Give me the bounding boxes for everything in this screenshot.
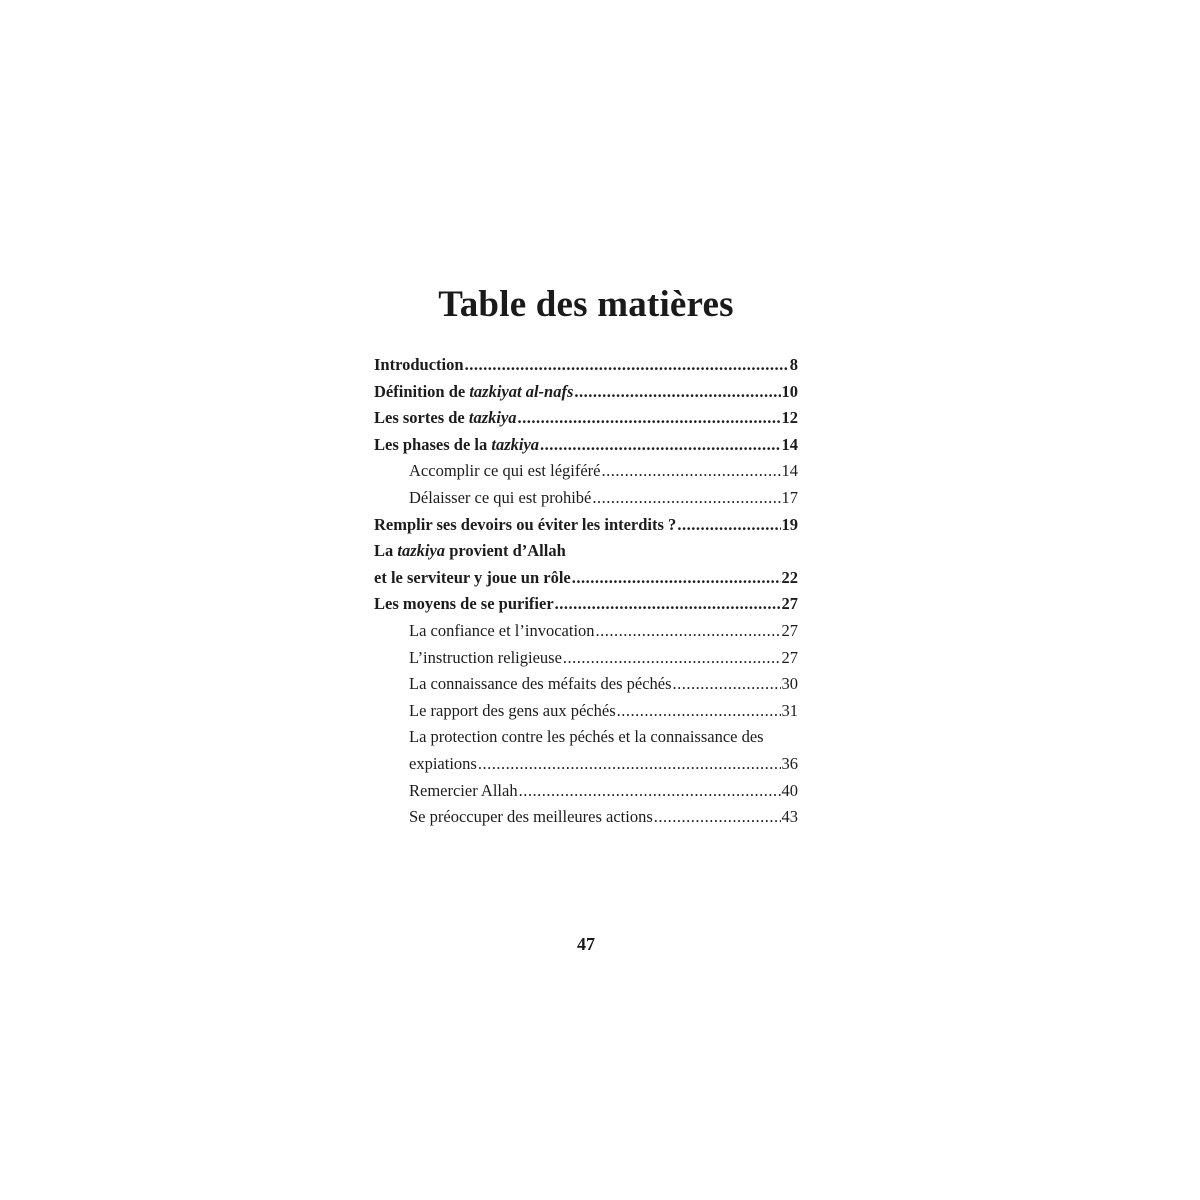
toc-entry-label: et le serviteur y joue un rôle: [374, 567, 571, 587]
toc-entry-page: 12: [781, 408, 798, 428]
dot-leader: [592, 485, 780, 512]
dot-leader: [574, 379, 780, 406]
dot-leader: [617, 698, 781, 725]
toc-subentry-remercier: [374, 778, 798, 805]
dot-leader: [654, 804, 781, 831]
dot-leader: [596, 618, 781, 645]
toc-entry-label: La connaissance des méfaits des péchés: [409, 674, 672, 694]
toc-entry-label: Le rapport des gens aux péchés: [409, 700, 616, 720]
toc-entry-label: Introduction: [374, 355, 464, 374]
dot-leader: [572, 565, 781, 592]
toc-entry-page: 14: [781, 434, 798, 454]
toc-entry-definition: [374, 379, 798, 406]
toc-entry-label: Délaisser ce qui est prohibé: [409, 487, 592, 507]
toc-subentry-protection: [374, 751, 798, 778]
toc-entry-label: expiations: [409, 753, 477, 773]
dot-leader: [563, 645, 781, 672]
toc-entry-page: 19: [781, 514, 798, 534]
dot-leader: [602, 458, 781, 485]
toc-subentry-accomplir: [374, 458, 798, 485]
toc-entry-label: Accomplir ce qui est légiféré: [409, 461, 601, 481]
toc-entry-label: Les moyens de se purifier: [374, 594, 554, 614]
table-of-contents: [374, 352, 798, 831]
toc-subentry-delaisser: [374, 485, 798, 512]
toc-entry-page: 10: [781, 381, 798, 401]
toc-subentry-rapport: [374, 698, 798, 725]
toc-subentry-connaissance: [374, 671, 798, 698]
dot-leader: [519, 778, 781, 805]
toc-entry-page: 30: [781, 674, 798, 694]
toc-entry-page: 22: [781, 567, 798, 587]
toc-entry-page: 40: [781, 780, 798, 800]
toc-entry-tazkiya-line1: La tazkiya provient d’Allah: [374, 541, 566, 561]
toc-entry-page: 27: [781, 647, 798, 667]
toc-subentry-preoccuper: [374, 804, 798, 831]
toc-entry-page: 27: [781, 620, 798, 640]
toc-entry-introduction: [374, 352, 798, 379]
toc-entry-label: Les phases de la tazkiya: [374, 434, 540, 454]
toc-entry-label: Les sortes de tazkiya: [374, 408, 517, 428]
toc-entry-page: 31: [781, 700, 798, 720]
dot-leader: [555, 591, 781, 618]
toc-subentry-confiance: [374, 618, 798, 645]
dot-leader: [673, 671, 781, 698]
dot-leader: [465, 352, 789, 379]
dot-leader: [518, 405, 781, 432]
toc-entry-page: 17: [781, 487, 798, 507]
toc-entry-sortes: [374, 405, 798, 432]
toc-entry-label: Remplir ses devoirs ou éviter les interdits ?: [374, 514, 677, 534]
toc-entry-page: 36: [781, 753, 798, 773]
dot-leader: [540, 432, 780, 459]
toc-subentry-instruction: [374, 645, 798, 672]
toc-entry-page: 8: [789, 355, 798, 374]
toc-entry-tazkiya: [374, 565, 798, 592]
toc-entry-remplir: [374, 512, 798, 539]
toc-subentry-protection-line1: La protection contre les péchés et la connaissance des: [409, 727, 764, 747]
toc-entry-page: 43: [781, 807, 798, 827]
page-title: Table des matières: [438, 284, 734, 325]
toc-entry-phases: [374, 432, 798, 459]
toc-entry-label: Définition de tazkiyat al-nafs: [374, 381, 574, 401]
toc-entry-label: L’instruction religieuse: [409, 647, 562, 667]
page-number: 47: [577, 934, 595, 954]
toc-entry-moyens: [374, 591, 798, 618]
toc-entry-label: La confiance et l’invocation: [409, 620, 595, 640]
toc-entry-page: 27: [781, 594, 798, 614]
dot-leader: [677, 512, 780, 539]
dot-leader: [478, 751, 781, 778]
toc-entry-page: 14: [781, 461, 798, 481]
toc-entry-label: Remercier Allah: [409, 780, 518, 800]
toc-entry-label: Se préoccuper des meilleures actions: [409, 807, 653, 827]
